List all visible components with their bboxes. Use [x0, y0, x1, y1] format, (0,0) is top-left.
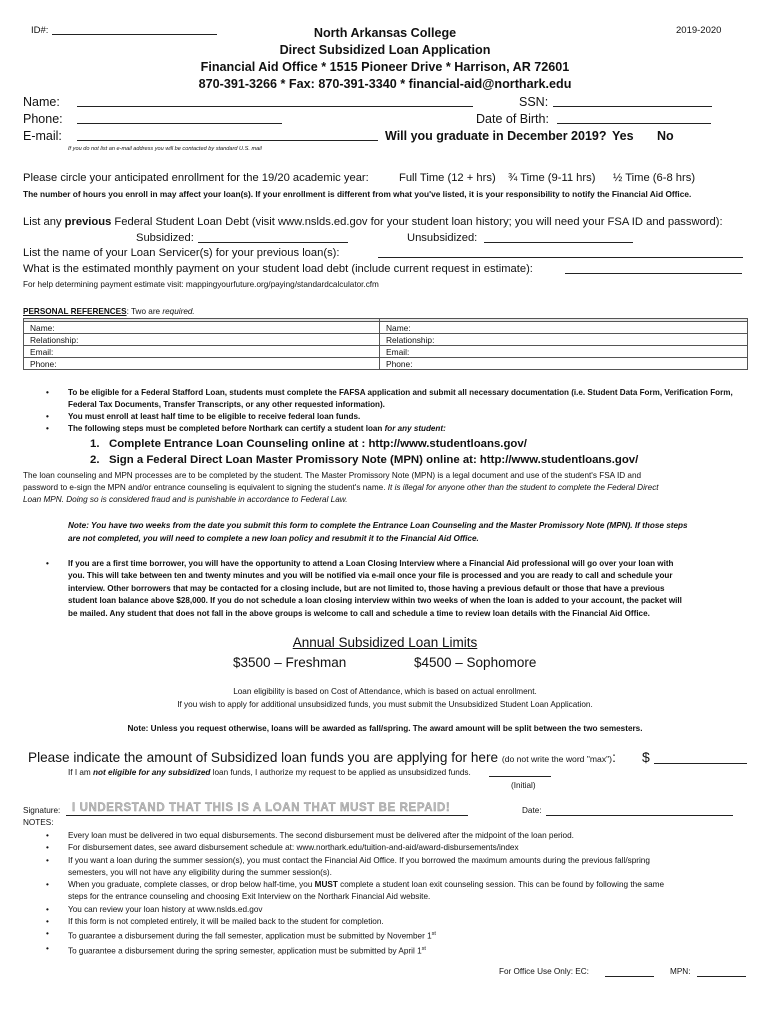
reference-1-name[interactable]: Name:: [24, 322, 380, 334]
mpn-paragraph: The loan counseling and MPN processes are to be completed by the student. The Master Promissory Note (MPN) is a legal document and use of the student's FSA ID and password to e-sign the MPN and/or entrance counseling is equivalent to signing the student's name. It is illegal for anyone other than the student to complete the Federal Direct Loan MPN. Doing so is considered fraud and is punishable in accordance to Federal Law.: [23, 471, 659, 505]
name-label: Name:: [23, 95, 60, 109]
office-address: Financial Aid Office * 1515 Pioneer Drive * Harrison, AR 72601: [200, 60, 570, 74]
enrollment-half-time[interactable]: ½ Time (6-8 hrs): [613, 172, 696, 184]
office-use-label: For Office Use Only: EC:: [499, 967, 589, 976]
limit-freshman: $3500 – Freshman: [233, 655, 347, 670]
reference-2-relationship[interactable]: Relationship:: [380, 334, 748, 346]
references-heading: PERSONAL REFERENCES: Two are required.: [23, 307, 195, 316]
reference-1-phone[interactable]: Phone:: [24, 358, 380, 370]
graduate-no-option[interactable]: No: [657, 129, 674, 143]
servicers-label: List the name of your Loan Servicer(s) for your previous loan(s):: [23, 247, 340, 259]
email-label: E-mail:: [23, 129, 62, 143]
graduate-yes-option[interactable]: Yes: [612, 129, 634, 143]
office-mpn-field[interactable]: [697, 967, 746, 977]
graduate-question: Will you graduate in December 2019?: [385, 129, 607, 143]
list-item: • To be eligible for a Federal Stafford Loan, students must complete the FAFSA application and submit all necessary documentation (i.e. Student Data Form, Verification Form, Federal Tax Documents, Transfer Transcripts, or any other requested information).: [46, 388, 733, 409]
reference-1-email[interactable]: Email:: [24, 346, 380, 358]
request-amount-label: Please indicate the amount of Subsidized loan funds you are applying for here (do not write the word "max"):: [28, 750, 616, 765]
form-year: 2019-2020: [676, 25, 722, 36]
email-field[interactable]: [77, 128, 378, 141]
notes-label: NOTES:: [23, 818, 54, 827]
first-time-borrower-item: • If you are a first time borrower, you will have the opportunity to attend a Loan Closing Interview where a Financial Aid professional will go over your loan with you. This will take between ten and twenty minutes and you will be notified via e-mail once your file is processed and you are ready to call and schedule your interview. Other borrowers that may be contacted for a closing include, but are not limited to, those having a previous default or those that have a previous student loan balance above $28,000. If you do not schedule a loan closing interview within two weeks of when the loan is added to your account, the packet will be mailed. Any student that does not fall in the above groups is welcome to call and schedule a time to review loan details with the Financial Aid Office.: [46, 559, 682, 618]
unsubsidized-label: Unsubsidized:: [407, 232, 478, 244]
ssn-field[interactable]: [553, 94, 712, 107]
enrollment-note: The number of hours you enroll in may affect your loan(s). If your enrollment is different from what you've listed, it is your responsibility to notify the Financial Aid Office.: [23, 189, 692, 199]
references-table: [23, 318, 748, 370]
previous-debt-line: List any previous Federal Student Loan Debt (visit www.nslds.ed.gov for your student loan history; you will need your FSA ID and password):: [23, 216, 723, 228]
phone-field[interactable]: [77, 111, 282, 124]
subsidized-field[interactable]: [198, 231, 348, 243]
reference-2-phone[interactable]: Phone:: [380, 358, 748, 370]
request-amount-field[interactable]: [654, 750, 747, 764]
dob-field[interactable]: [557, 111, 711, 124]
reference-2-name[interactable]: Name:: [380, 322, 748, 334]
college-name: North Arkansas College: [313, 26, 457, 40]
eligibility-list: [46, 387, 746, 435]
monthly-payment-field[interactable]: [565, 262, 742, 274]
signature-label: Signature:: [23, 806, 61, 815]
initial-field[interactable]: [489, 767, 551, 777]
servicers-field[interactable]: [378, 246, 743, 258]
limit-sophomore: $4500 – Sophomore: [414, 655, 537, 670]
initial-label: (Initial): [511, 781, 536, 790]
office-mpn-label: MPN:: [670, 967, 691, 976]
payment-help: For help determining payment estimate visit: mappingyourfuture.org/paying/standardcalculator.cfm: [23, 280, 379, 289]
office-ec-field[interactable]: [605, 967, 654, 977]
step-2: 2. Sign a Federal Direct Loan Master Promissory Note (MPN) online at: http://www.studentloans.gov/: [90, 454, 639, 466]
list-item: • The following steps must be completed before Northark can certify a student loan for any student:: [46, 424, 446, 433]
form-title: Direct Subsidized Loan Application: [279, 43, 491, 57]
limits-title: Annual Subsidized Loan Limits: [292, 635, 478, 650]
enrollment-full-time[interactable]: Full Time (12 + hrs): [399, 172, 496, 184]
enrollment-question: Please circle your anticipated enrollment for the 19/20 academic year:: [23, 172, 369, 184]
subsidized-label: Subsidized:: [136, 232, 194, 244]
reference-1-relationship[interactable]: Relationship:: [24, 334, 380, 346]
enrollment-three-quarter-time[interactable]: ¾ Time (9-11 hrs): [508, 172, 596, 184]
repayment-acknowledgement-stamp: I UNDERSTAND THAT THIS IS A LOAN THAT MUST BE REPAID!: [72, 802, 451, 814]
dollar-sign: $: [642, 749, 650, 765]
unsubsidized-authorization: If I am not eligible for any subsidized loan funds, I authorize my request to be applied as unsubsidized funds.: [68, 768, 471, 777]
office-contact: 870-391-3266 * Fax: 870-391-3340 * financial-aid@northark.edu: [198, 77, 572, 91]
dob-label: Date of Birth:: [476, 112, 549, 126]
fall-spring-note: Note: Unless you request otherwise, loans will be awarded as fall/spring. The award amount will be split between the two semesters.: [127, 724, 643, 733]
monthly-payment-label: What is the estimated monthly payment on your student load debt (include current request in estimate):: [23, 263, 533, 275]
phone-label: Phone:: [23, 112, 63, 126]
name-field[interactable]: [77, 94, 473, 107]
notes-list: • Every loan must be delivered in two equal disbursements. The second disbursement must be delivered after the midpoint of the loan period. • For disbursement dates, see award disbursement schedule at: www.northark.edu/tuition-and-aid/award-disbursements/index • If you want a loan during the summer session(s), you must contact the Financial Aid Office. If you borrowed the maximum amounts during the previous fall/spring semesters, you will not have any eligibility during the summer session(s). • When you graduate, complete classes, or drop below half-time, you MUST complete a student loan exit counseling session. This can be found by following the same steps for the entrance counseling and choosing Exit Interview on the Northark Financial Aid website. • You can review your loan history at www.nslds.ed.gov • If this form is not completed entirely, it will be mailed back to the student for completion. • To guarantee a disbursement during the fall semester, application must be submitted by November 1st • To guarantee a disbursement during the spring semester, application must be submitted by April 1st: [46, 831, 665, 957]
date-label: Date:: [522, 806, 542, 815]
header-block: [0, 25, 770, 93]
ssn-label: SSN:: [519, 95, 549, 109]
two-week-note: Note: You have two weeks from the date you submit this form to complete the Entrance Loan Counseling and the Master Promissory Note (MPN). If those steps are not completed, you will need to complete a new loan policy and resubmit it to the Financial Aid Office.: [68, 521, 688, 543]
email-note: If you do not list an e-mail address you will be contacted by standard U.S. mail: [68, 146, 262, 152]
unsubsidized-field[interactable]: [484, 231, 633, 243]
step-1: 1. Complete Entrance Loan Counseling online at : http://www.studentloans.gov/: [90, 438, 527, 450]
list-item: • You must enroll at least half time to be eligible to receive federal loan funds.: [46, 412, 361, 421]
id-label: ID#:: [31, 25, 49, 36]
reference-2-email[interactable]: Email:: [380, 346, 748, 358]
eligibility-text: Loan eligibility is based on Cost of Attendance, which is based on actual enrollment. If you wish to apply for additional unsubsidized funds, you must submit the Unsubsidized Student Loan Application.: [177, 687, 593, 709]
date-field[interactable]: [546, 806, 733, 816]
